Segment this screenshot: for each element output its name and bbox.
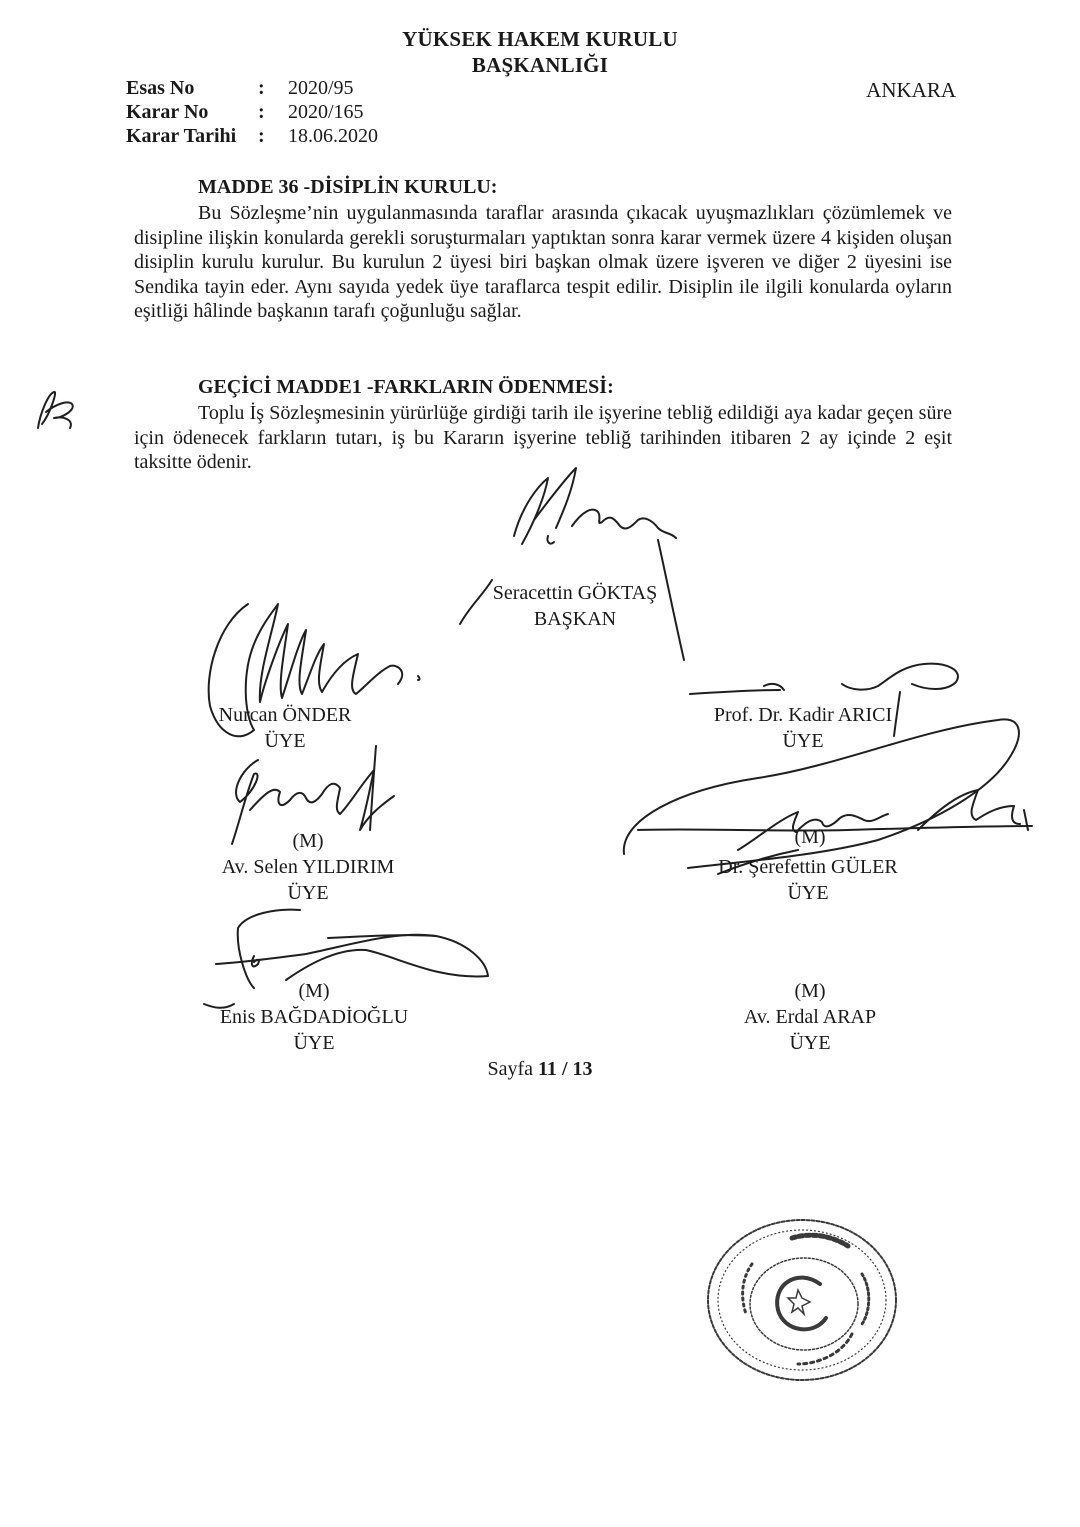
signatory-guler-mark: (M) <box>794 826 826 848</box>
page-total: 13 <box>572 1058 593 1080</box>
page-prefix: Sayfa <box>487 1058 534 1080</box>
institution-heading <box>0 26 1080 78</box>
signatory-president <box>470 580 680 632</box>
case-metadata <box>126 76 378 148</box>
signatory-arap <box>710 978 910 1056</box>
signatory-role: ÜYE <box>789 1032 831 1054</box>
meta-separator: : <box>258 77 265 99</box>
page-separator: / <box>561 1058 568 1080</box>
signatory-mark: (M) <box>292 830 324 852</box>
signatory-name: Av. Selen YILDIRIM <box>221 856 395 878</box>
meta-label: Karar No <box>126 101 209 123</box>
signatory-name: Seracettin GÖKTAŞ <box>492 582 658 604</box>
meta-value: 18.06.2020 <box>288 125 378 147</box>
article-36-body: Bu Sözleşme’nin uygulanmasında taraflar arasında çıkacak uyuşmazlıkları çözümlemek ve disipline ilişkin konularda gerekli soruşturmaları yaptıktan sonra karar vermek üzere 4 kişiden oluşan disiplin kurulu kurulur. Bu kurulun 2 üyesi biri başkan olmak üzere işveren ve diğer 2 üyesini ise Sendika tayin eder. Aynı sayıda yedek üye taraflarca tespit edilir. Disiplin ile ilgili konularda oyların eşitliği hâlinde başkanın tarafı çoğunluğu sağlar. <box>134 202 952 322</box>
meta-row-karar-tarihi <box>126 124 378 148</box>
institution-line-1: YÜKSEK HAKEM KURULU <box>402 27 678 51</box>
signatory-name: Prof. Dr. Kadir ARICI <box>713 704 893 726</box>
provisional-article-title: GEÇİCİ MADDE1 -FARKLARIN ÖDENMESİ: <box>198 376 614 398</box>
signatory-name: Enis BAĞDADİOĞLU <box>219 1006 409 1028</box>
signatory-role: ÜYE <box>287 882 329 904</box>
signatory-role: ÜYE <box>264 730 306 752</box>
meta-value: 2020/165 <box>288 101 364 123</box>
signatory-name: Dr. Şerefettin GÜLER <box>718 856 898 878</box>
signatory-role: BAŞKAN <box>533 608 617 630</box>
signatory-mark: (M) <box>298 980 330 1002</box>
meta-separator: : <box>258 101 265 123</box>
signatory-role: ÜYE <box>293 1032 335 1054</box>
page-current: 11 <box>538 1058 557 1080</box>
meta-label: Esas No <box>126 77 195 99</box>
meta-row-karar-no <box>126 100 378 124</box>
official-seal-icon <box>702 1214 902 1384</box>
signatory-bagdadioglu <box>204 978 424 1056</box>
president-signature-icon <box>452 456 692 666</box>
margin-initial-icon <box>28 384 84 434</box>
signatory-role: ÜYE <box>787 882 829 904</box>
page-footer <box>0 1058 1080 1081</box>
article-36-title: MADDE 36 -DİSİPLİN KURULU: <box>198 176 498 198</box>
signatory-guler <box>708 854 908 906</box>
meta-row-esas <box>126 76 378 100</box>
institution-line-2: BAŞKANLIĞI <box>471 53 609 77</box>
city-label: ANKARA <box>866 78 956 102</box>
signatory-role: ÜYE <box>782 730 824 752</box>
signatory-name: Av. Erdal ARAP <box>743 1006 877 1028</box>
meta-separator: : <box>258 125 265 147</box>
meta-label: Karar Tarihi <box>126 125 237 147</box>
provisional-article-body: Toplu İş Sözleşmesinin yürürlüğe girdiği tarih ile işyerine tebliğ edildiği aya kadar geçen süre için ödenecek farkların tutarı, iş bu Kararın işyerine tebliğ tarihinden itibaren 2 ay içinde 2 eşit taksitte ödenir. <box>134 402 952 473</box>
signatory-name: Nurcan ÖNDER <box>218 704 352 726</box>
signatory-mark: (M) <box>794 980 826 1002</box>
signatory-yildirim <box>210 828 406 906</box>
meta-value: 2020/95 <box>288 77 354 99</box>
